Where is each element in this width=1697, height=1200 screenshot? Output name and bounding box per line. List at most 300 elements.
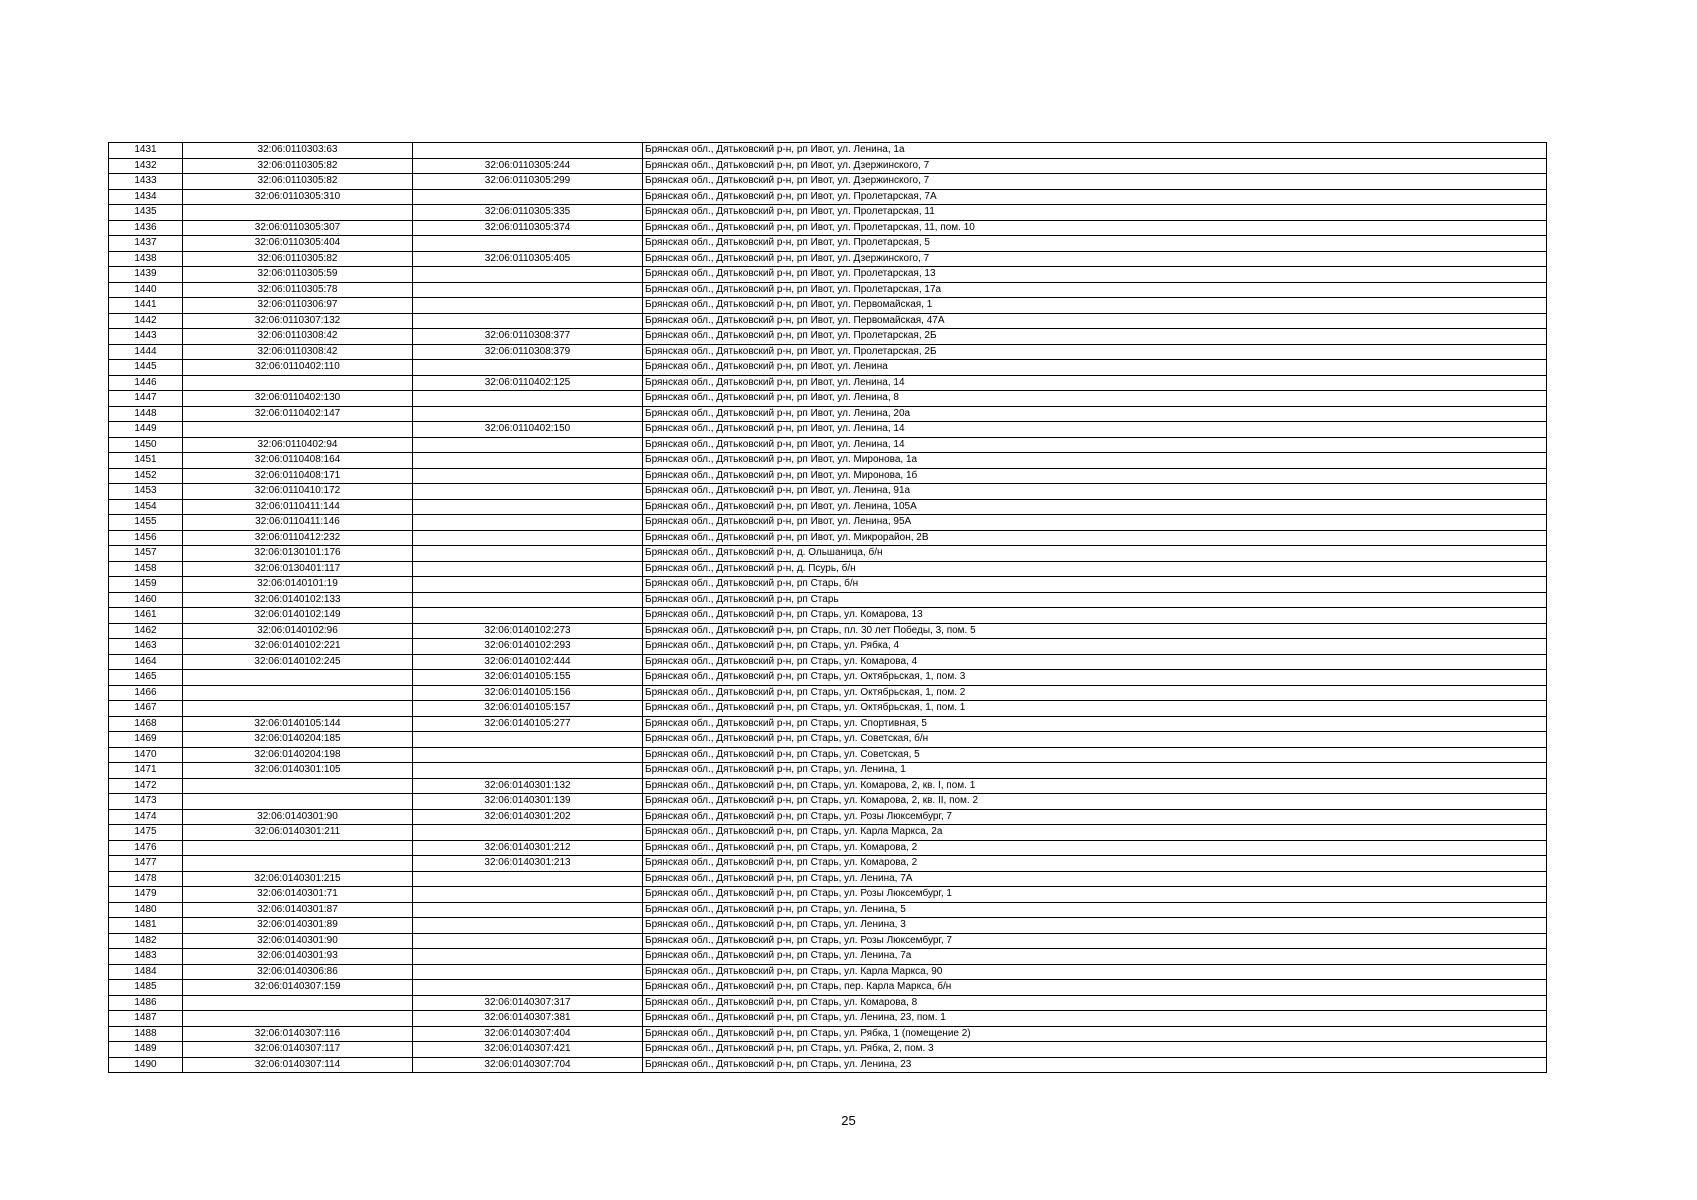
building-cadastral-number-cell: 32:06:0140307:317: [413, 995, 643, 1011]
building-cadastral-number-cell: [413, 313, 643, 329]
row-number-cell: 1462: [109, 623, 183, 639]
table-row: [109, 949, 1547, 965]
table-row: [109, 251, 1547, 267]
building-cadastral-number-cell: 32:06:0140105:157: [413, 701, 643, 717]
address-cell: Брянская обл., Дятьковский р-н, рп Ивот, ул. Микрорайон, 2В: [643, 530, 1547, 546]
table-row: [109, 282, 1547, 298]
land-cadastral-number-cell: 32:06:0130401:117: [183, 561, 413, 577]
land-cadastral-number-cell: 32:06:0110411:144: [183, 499, 413, 515]
land-cadastral-number-cell: [183, 685, 413, 701]
row-number-cell: 1459: [109, 577, 183, 593]
land-cadastral-number-cell: [183, 856, 413, 872]
land-cadastral-number-cell: [183, 840, 413, 856]
table-row: [109, 515, 1547, 531]
table-row: [109, 654, 1547, 670]
row-number-cell: 1490: [109, 1057, 183, 1073]
building-cadastral-number-cell: [413, 468, 643, 484]
land-cadastral-number-cell: 32:06:0140105:144: [183, 716, 413, 732]
address-cell: Брянская обл., Дятьковский р-н, рп Старь, ул. Комарова, 2: [643, 856, 1547, 872]
table-row: [109, 809, 1547, 825]
address-cell: Брянская обл., Дятьковский р-н, рп Ивот, ул. Дзержинского, 7: [643, 158, 1547, 174]
row-number-cell: 1441: [109, 298, 183, 314]
row-number-cell: 1447: [109, 391, 183, 407]
building-cadastral-number-cell: 32:06:0140105:277: [413, 716, 643, 732]
building-cadastral-number-cell: 32:06:0140301:202: [413, 809, 643, 825]
address-cell: Брянская обл., Дятьковский р-н, рп Ивот, ул. Ленина, 20а: [643, 406, 1547, 422]
building-cadastral-number-cell: 32:06:0140102:273: [413, 623, 643, 639]
row-number-cell: 1452: [109, 468, 183, 484]
building-cadastral-number-cell: 32:06:0140301:212: [413, 840, 643, 856]
land-cadastral-number-cell: 32:06:0140101:19: [183, 577, 413, 593]
table-row: [109, 623, 1547, 639]
row-number-cell: 1469: [109, 732, 183, 748]
building-cadastral-number-cell: [413, 763, 643, 779]
table-row: [109, 422, 1547, 438]
land-cadastral-number-cell: [183, 778, 413, 794]
row-number-cell: 1455: [109, 515, 183, 531]
row-number-cell: 1460: [109, 592, 183, 608]
row-number-cell: 1436: [109, 220, 183, 236]
table-row: [109, 856, 1547, 872]
land-cadastral-number-cell: 32:06:0140307:159: [183, 980, 413, 996]
land-cadastral-number-cell: 32:06:0110305:82: [183, 251, 413, 267]
row-number-cell: 1432: [109, 158, 183, 174]
address-cell: Брянская обл., Дятьковский р-н, рп Ивот, ул. Ленина, 8: [643, 391, 1547, 407]
table-row: [109, 871, 1547, 887]
table-row: [109, 592, 1547, 608]
address-cell: Брянская обл., Дятьковский р-н, рп Старь, ул. Розы Люксембург, 7: [643, 809, 1547, 825]
building-cadastral-number-cell: [413, 592, 643, 608]
row-number-cell: 1446: [109, 375, 183, 391]
row-number-cell: 1488: [109, 1026, 183, 1042]
building-cadastral-number-cell: 32:06:0110308:377: [413, 329, 643, 345]
building-cadastral-number-cell: [413, 406, 643, 422]
table-row: [109, 778, 1547, 794]
address-cell: Брянская обл., Дятьковский р-н, рп Старь, пл. 30 лет Победы, 3, пом. 5: [643, 623, 1547, 639]
table-row: [109, 143, 1547, 159]
building-cadastral-number-cell: [413, 143, 643, 159]
building-cadastral-number-cell: 32:06:0110305:244: [413, 158, 643, 174]
address-cell: Брянская обл., Дятьковский р-н, рп Ивот, ул. Ленина, 91а: [643, 484, 1547, 500]
building-cadastral-number-cell: 32:06:0110402:150: [413, 422, 643, 438]
table-row: [109, 546, 1547, 562]
address-cell: Брянская обл., Дятьковский р-н, рп Ивот, ул. Пролетарская, 2Б: [643, 344, 1547, 360]
building-cadastral-number-cell: 32:06:0110305:299: [413, 174, 643, 190]
row-number-cell: 1463: [109, 639, 183, 655]
address-cell: Брянская обл., Дятьковский р-н, рп Старь, ул. Ленина, 7а: [643, 949, 1547, 965]
land-cadastral-number-cell: [183, 995, 413, 1011]
table-row: [109, 344, 1547, 360]
land-cadastral-number-cell: 32:06:0110408:164: [183, 453, 413, 469]
table-row: [109, 840, 1547, 856]
table-row: [109, 933, 1547, 949]
table-row: [109, 298, 1547, 314]
address-cell: Брянская обл., Дятьковский р-н, рп Ивот, ул. Пролетарская, 2Б: [643, 329, 1547, 345]
address-cell: Брянская обл., Дятьковский р-н, рп Старь, ул. Спортивная, 5: [643, 716, 1547, 732]
row-number-cell: 1461: [109, 608, 183, 624]
building-cadastral-number-cell: [413, 298, 643, 314]
table-row: [109, 499, 1547, 515]
address-cell: Брянская обл., Дятьковский р-н, рп Старь, ул. Ленина, 1: [643, 763, 1547, 779]
row-number-cell: 1439: [109, 267, 183, 283]
address-cell: Брянская обл., Дятьковский р-н, рп Ивот, ул. Пролетарская, 17а: [643, 282, 1547, 298]
land-cadastral-number-cell: 32:06:0140301:90: [183, 933, 413, 949]
land-cadastral-number-cell: 32:06:0140306:86: [183, 964, 413, 980]
building-cadastral-number-cell: [413, 825, 643, 841]
row-number-cell: 1451: [109, 453, 183, 469]
address-cell: Брянская обл., Дятьковский р-н, рп Ивот, ул. Пролетарская, 7А: [643, 189, 1547, 205]
building-cadastral-number-cell: [413, 530, 643, 546]
address-cell: Брянская обл., Дятьковский р-н, рп Старь, ул. Рябка, 1 (помещение 2): [643, 1026, 1547, 1042]
row-number-cell: 1448: [109, 406, 183, 422]
row-number-cell: 1435: [109, 205, 183, 221]
building-cadastral-number-cell: 32:06:0110308:379: [413, 344, 643, 360]
row-number-cell: 1457: [109, 546, 183, 562]
building-cadastral-number-cell: [413, 980, 643, 996]
row-number-cell: 1486: [109, 995, 183, 1011]
land-cadastral-number-cell: 32:06:0140301:211: [183, 825, 413, 841]
table-row: [109, 747, 1547, 763]
address-cell: Брянская обл., Дятьковский р-н, рп Ивот, ул. Пролетарская, 11: [643, 205, 1547, 221]
table-row: [109, 902, 1547, 918]
building-cadastral-number-cell: [413, 515, 643, 531]
address-cell: Брянская обл., Дятьковский р-н, рп Старь, ул. Комарова, 2: [643, 840, 1547, 856]
address-cell: Брянская обл., Дятьковский р-н, рп Старь, ул. Розы Люксембург, 7: [643, 933, 1547, 949]
building-cadastral-number-cell: 32:06:0140102:293: [413, 639, 643, 655]
row-number-cell: 1474: [109, 809, 183, 825]
land-cadastral-number-cell: [183, 794, 413, 810]
table-row: [109, 267, 1547, 283]
row-number-cell: 1438: [109, 251, 183, 267]
land-cadastral-number-cell: [183, 422, 413, 438]
address-cell: Брянская обл., Дятьковский р-н, рп Ивот, ул. Ленина, 14: [643, 422, 1547, 438]
table-row: [109, 391, 1547, 407]
address-cell: Брянская обл., Дятьковский р-н, рп Старь, ул. Комарова, 2, кв. I, пом. 1: [643, 778, 1547, 794]
row-number-cell: 1482: [109, 933, 183, 949]
land-cadastral-number-cell: 32:06:0110402:94: [183, 437, 413, 453]
building-cadastral-number-cell: 32:06:0110305:374: [413, 220, 643, 236]
building-cadastral-number-cell: [413, 189, 643, 205]
row-number-cell: 1464: [109, 654, 183, 670]
table-row: [109, 205, 1547, 221]
table-row: [109, 716, 1547, 732]
land-cadastral-number-cell: 32:06:0140301:87: [183, 902, 413, 918]
table-row: [109, 1042, 1547, 1058]
row-number-cell: 1442: [109, 313, 183, 329]
address-cell: Брянская обл., Дятьковский р-н, рп Ивот, ул. Миронова, 1а: [643, 453, 1547, 469]
land-cadastral-number-cell: 32:06:0140102:149: [183, 608, 413, 624]
building-cadastral-number-cell: 32:06:0140102:444: [413, 654, 643, 670]
address-cell: Брянская обл., Дятьковский р-н, рп Ивот, ул. Дзержинского, 7: [643, 251, 1547, 267]
table-row: [109, 887, 1547, 903]
address-cell: Брянская обл., Дятьковский р-н, рп Старь: [643, 592, 1547, 608]
building-cadastral-number-cell: [413, 499, 643, 515]
address-cell: Брянская обл., Дятьковский р-н, рп Старь, ул. Карла Маркса, 2а: [643, 825, 1547, 841]
row-number-cell: 1478: [109, 871, 183, 887]
table-row: [109, 608, 1547, 624]
table-row: [109, 375, 1547, 391]
table-row: [109, 995, 1547, 1011]
address-cell: Брянская обл., Дятьковский р-н, рп Старь, ул. Октябрьская, 1, пом. 3: [643, 670, 1547, 686]
address-cell: Брянская обл., Дятьковский р-н, рп Старь, ул. Комарова, 2, кв. II, пом. 2: [643, 794, 1547, 810]
table-row: [109, 453, 1547, 469]
table-row: [109, 732, 1547, 748]
building-cadastral-number-cell: 32:06:0140307:381: [413, 1011, 643, 1027]
address-cell: Брянская обл., Дятьковский р-н, рп Ивот, ул. Ленина, 105А: [643, 499, 1547, 515]
land-cadastral-number-cell: 32:06:0140307:116: [183, 1026, 413, 1042]
row-number-cell: 1468: [109, 716, 183, 732]
building-cadastral-number-cell: [413, 887, 643, 903]
building-cadastral-number-cell: [413, 732, 643, 748]
land-cadastral-number-cell: 32:06:0140307:114: [183, 1057, 413, 1073]
table-row: [109, 964, 1547, 980]
building-cadastral-number-cell: 32:06:0110402:125: [413, 375, 643, 391]
row-number-cell: 1454: [109, 499, 183, 515]
address-cell: Брянская обл., Дятьковский р-н, рп Старь, ул. Ленина, 3: [643, 918, 1547, 934]
address-cell: Брянская обл., Дятьковский р-н, рп Старь, ул. Советская, 5: [643, 747, 1547, 763]
table-row: [109, 1011, 1547, 1027]
land-cadastral-number-cell: 32:06:0110305:310: [183, 189, 413, 205]
building-cadastral-number-cell: [413, 391, 643, 407]
building-cadastral-number-cell: [413, 561, 643, 577]
building-cadastral-number-cell: [413, 747, 643, 763]
building-cadastral-number-cell: 32:06:0140105:155: [413, 670, 643, 686]
row-number-cell: 1476: [109, 840, 183, 856]
address-cell: Брянская обл., Дятьковский р-н, д. Псурь, б/н: [643, 561, 1547, 577]
land-cadastral-number-cell: 32:06:0140102:221: [183, 639, 413, 655]
row-number-cell: 1450: [109, 437, 183, 453]
building-cadastral-number-cell: 32:06:0140301:213: [413, 856, 643, 872]
land-cadastral-number-cell: 32:06:0110412:232: [183, 530, 413, 546]
address-cell: Брянская обл., Дятьковский р-н, рп Старь, ул. Советская, б/н: [643, 732, 1547, 748]
building-cadastral-number-cell: [413, 871, 643, 887]
land-cadastral-number-cell: 32:06:0140102:245: [183, 654, 413, 670]
row-number-cell: 1470: [109, 747, 183, 763]
building-cadastral-number-cell: [413, 949, 643, 965]
register-table-body: [109, 143, 1547, 1073]
building-cadastral-number-cell: [413, 437, 643, 453]
land-cadastral-number-cell: 32:06:0110410:172: [183, 484, 413, 500]
address-cell: Брянская обл., Дятьковский р-н, рп Старь, ул. Комарова, 13: [643, 608, 1547, 624]
address-cell: Брянская обл., Дятьковский р-н, рп Ивот, ул. Первомайская, 1: [643, 298, 1547, 314]
land-cadastral-number-cell: 32:06:0110402:110: [183, 360, 413, 376]
land-cadastral-number-cell: [183, 1011, 413, 1027]
land-cadastral-number-cell: 32:06:0110305:78: [183, 282, 413, 298]
table-row: [109, 639, 1547, 655]
land-cadastral-number-cell: 32:06:0110305:82: [183, 174, 413, 190]
row-number-cell: 1471: [109, 763, 183, 779]
land-cadastral-number-cell: 32:06:0110402:147: [183, 406, 413, 422]
row-number-cell: 1472: [109, 778, 183, 794]
row-number-cell: 1483: [109, 949, 183, 965]
row-number-cell: 1444: [109, 344, 183, 360]
address-cell: Брянская обл., Дятьковский р-н, рп Старь, ул. Комарова, 4: [643, 654, 1547, 670]
address-cell: Брянская обл., Дятьковский р-н, рп Старь, пер. Карла Маркса, б/н: [643, 980, 1547, 996]
land-cadastral-number-cell: 32:06:0140301:215: [183, 871, 413, 887]
address-cell: Брянская обл., Дятьковский р-н, рп Ивот, ул. Дзержинского, 7: [643, 174, 1547, 190]
row-number-cell: 1484: [109, 964, 183, 980]
table-row: [109, 530, 1547, 546]
table-row: [109, 484, 1547, 500]
table-row: [109, 763, 1547, 779]
land-cadastral-number-cell: 32:06:0110411:146: [183, 515, 413, 531]
row-number-cell: 1475: [109, 825, 183, 841]
address-cell: Брянская обл., Дятьковский р-н, рп Ивот, ул. Пролетарская, 5: [643, 236, 1547, 252]
row-number-cell: 1467: [109, 701, 183, 717]
land-cadastral-number-cell: 32:06:0140204:185: [183, 732, 413, 748]
row-number-cell: 1434: [109, 189, 183, 205]
row-number-cell: 1466: [109, 685, 183, 701]
address-cell: Брянская обл., Дятьковский р-н, рп Старь, ул. Рябка, 2, пом. 3: [643, 1042, 1547, 1058]
address-cell: Брянская обл., Дятьковский р-н, рп Старь, ул. Карла Маркса, 90: [643, 964, 1547, 980]
table-row: [109, 918, 1547, 934]
building-cadastral-number-cell: 32:06:0140301:139: [413, 794, 643, 810]
building-cadastral-number-cell: 32:06:0110305:335: [413, 205, 643, 221]
building-cadastral-number-cell: [413, 918, 643, 934]
table-row: [109, 158, 1547, 174]
row-number-cell: 1479: [109, 887, 183, 903]
table-row: [109, 980, 1547, 996]
land-cadastral-number-cell: 32:06:0140102:96: [183, 623, 413, 639]
table-row: [109, 825, 1547, 841]
land-cadastral-number-cell: [183, 670, 413, 686]
row-number-cell: 1433: [109, 174, 183, 190]
row-number-cell: 1465: [109, 670, 183, 686]
address-cell: Брянская обл., Дятьковский р-н, рп Старь, ул. Октябрьская, 1, пом. 2: [643, 685, 1547, 701]
table-row: [109, 360, 1547, 376]
land-cadastral-number-cell: 32:06:0110303:63: [183, 143, 413, 159]
land-cadastral-number-cell: 32:06:0110305:82: [183, 158, 413, 174]
row-number-cell: 1453: [109, 484, 183, 500]
land-cadastral-number-cell: [183, 701, 413, 717]
address-cell: Брянская обл., Дятьковский р-н, рп Ивот, ул. Первомайская, 47А: [643, 313, 1547, 329]
address-cell: Брянская обл., Дятьковский р-н, рп Старь, ул. Ленина, 5: [643, 902, 1547, 918]
building-cadastral-number-cell: [413, 608, 643, 624]
row-number-cell: 1437: [109, 236, 183, 252]
land-cadastral-number-cell: 32:06:0140301:93: [183, 949, 413, 965]
building-cadastral-number-cell: 32:06:0140307:704: [413, 1057, 643, 1073]
land-cadastral-number-cell: 32:06:0140102:133: [183, 592, 413, 608]
building-cadastral-number-cell: [413, 964, 643, 980]
building-cadastral-number-cell: 32:06:0140307:404: [413, 1026, 643, 1042]
address-cell: Брянская обл., Дятьковский р-н, рп Ивот, ул. Миронова, 1б: [643, 468, 1547, 484]
address-cell: Брянская обл., Дятьковский р-н, рп Старь, ул. Рябка, 4: [643, 639, 1547, 655]
address-cell: Брянская обл., Дятьковский р-н, рп Старь, ул. Розы Люксембург, 1: [643, 887, 1547, 903]
address-cell: Брянская обл., Дятьковский р-н, рп Старь, ул. Октябрьская, 1, пом. 1: [643, 701, 1547, 717]
row-number-cell: 1449: [109, 422, 183, 438]
land-cadastral-number-cell: 32:06:0110307:132: [183, 313, 413, 329]
land-cadastral-number-cell: 32:06:0130101:176: [183, 546, 413, 562]
table-row: [109, 174, 1547, 190]
page-number: 25: [841, 1113, 856, 1128]
land-cadastral-number-cell: 32:06:0140301:71: [183, 887, 413, 903]
row-number-cell: 1489: [109, 1042, 183, 1058]
row-number-cell: 1487: [109, 1011, 183, 1027]
building-cadastral-number-cell: 32:06:0140301:132: [413, 778, 643, 794]
table-row: [109, 236, 1547, 252]
row-number-cell: 1481: [109, 918, 183, 934]
table-row: [109, 685, 1547, 701]
row-number-cell: 1431: [109, 143, 183, 159]
table-row: [109, 1057, 1547, 1073]
land-cadastral-number-cell: 32:06:0110402:130: [183, 391, 413, 407]
building-cadastral-number-cell: [413, 546, 643, 562]
building-cadastral-number-cell: 32:06:0110305:405: [413, 251, 643, 267]
land-cadastral-number-cell: 32:06:0140204:198: [183, 747, 413, 763]
address-cell: Брянская обл., Дятьковский р-н, рп Старь, ул. Ленина, 7А: [643, 871, 1547, 887]
table-row: [109, 220, 1547, 236]
table-row: [109, 313, 1547, 329]
land-cadastral-number-cell: 32:06:0110305:59: [183, 267, 413, 283]
table-row: [109, 406, 1547, 422]
building-cadastral-number-cell: 32:06:0140105:156: [413, 685, 643, 701]
table-row: [109, 329, 1547, 345]
building-cadastral-number-cell: [413, 577, 643, 593]
land-cadastral-number-cell: [183, 205, 413, 221]
land-cadastral-number-cell: [183, 375, 413, 391]
building-cadastral-number-cell: [413, 360, 643, 376]
land-cadastral-number-cell: 32:06:0140301:90: [183, 809, 413, 825]
address-cell: Брянская обл., Дятьковский р-н, рп Старь, ул. Ленина, 23, пом. 1: [643, 1011, 1547, 1027]
address-cell: Брянская обл., Дятьковский р-н, рп Ивот, ул. Ленина, 14: [643, 375, 1547, 391]
address-cell: Брянская обл., Дятьковский р-н, д. Ольшаница, б/н: [643, 546, 1547, 562]
row-number-cell: 1477: [109, 856, 183, 872]
building-cadastral-number-cell: [413, 902, 643, 918]
land-cadastral-number-cell: 32:06:0110408:171: [183, 468, 413, 484]
table-row: [109, 437, 1547, 453]
table-row: [109, 561, 1547, 577]
table-row: [109, 577, 1547, 593]
building-cadastral-number-cell: [413, 453, 643, 469]
building-cadastral-number-cell: [413, 484, 643, 500]
table-row: [109, 1026, 1547, 1042]
address-cell: Брянская обл., Дятьковский р-н, рп Ивот, ул. Пролетарская, 11, пом. 10: [643, 220, 1547, 236]
land-cadastral-number-cell: 32:06:0110305:404: [183, 236, 413, 252]
row-number-cell: 1473: [109, 794, 183, 810]
land-cadastral-number-cell: 32:06:0110305:307: [183, 220, 413, 236]
row-number-cell: 1480: [109, 902, 183, 918]
land-cadastral-number-cell: 32:06:0140301:89: [183, 918, 413, 934]
address-cell: Брянская обл., Дятьковский р-н, рп Ивот, ул. Ленина, 1а: [643, 143, 1547, 159]
table-row: [109, 468, 1547, 484]
land-cadastral-number-cell: 32:06:0110306:97: [183, 298, 413, 314]
land-cadastral-number-cell: 32:06:0110308:42: [183, 344, 413, 360]
property-register-table: [108, 142, 1547, 1073]
building-cadastral-number-cell: 32:06:0140307:421: [413, 1042, 643, 1058]
row-number-cell: 1485: [109, 980, 183, 996]
building-cadastral-number-cell: [413, 933, 643, 949]
land-cadastral-number-cell: 32:06:0140307:117: [183, 1042, 413, 1058]
building-cadastral-number-cell: [413, 267, 643, 283]
address-cell: Брянская обл., Дятьковский р-н, рп Старь, ул. Комарова, 8: [643, 995, 1547, 1011]
building-cadastral-number-cell: [413, 236, 643, 252]
row-number-cell: 1458: [109, 561, 183, 577]
address-cell: Брянская обл., Дятьковский р-н, рп Ивот, ул. Ленина, 14: [643, 437, 1547, 453]
address-cell: Брянская обл., Дятьковский р-н, рп Старь, б/н: [643, 577, 1547, 593]
row-number-cell: 1443: [109, 329, 183, 345]
table-row: [109, 670, 1547, 686]
table-row: [109, 701, 1547, 717]
land-cadastral-number-cell: 32:06:0110308:42: [183, 329, 413, 345]
table-row: [109, 794, 1547, 810]
row-number-cell: 1456: [109, 530, 183, 546]
row-number-cell: 1445: [109, 360, 183, 376]
table-row: [109, 189, 1547, 205]
address-cell: Брянская обл., Дятьковский р-н, рп Ивот, ул. Ленина: [643, 360, 1547, 376]
row-number-cell: 1440: [109, 282, 183, 298]
address-cell: Брянская обл., Дятьковский р-н, рп Ивот, ул. Ленина, 95А: [643, 515, 1547, 531]
building-cadastral-number-cell: [413, 282, 643, 298]
